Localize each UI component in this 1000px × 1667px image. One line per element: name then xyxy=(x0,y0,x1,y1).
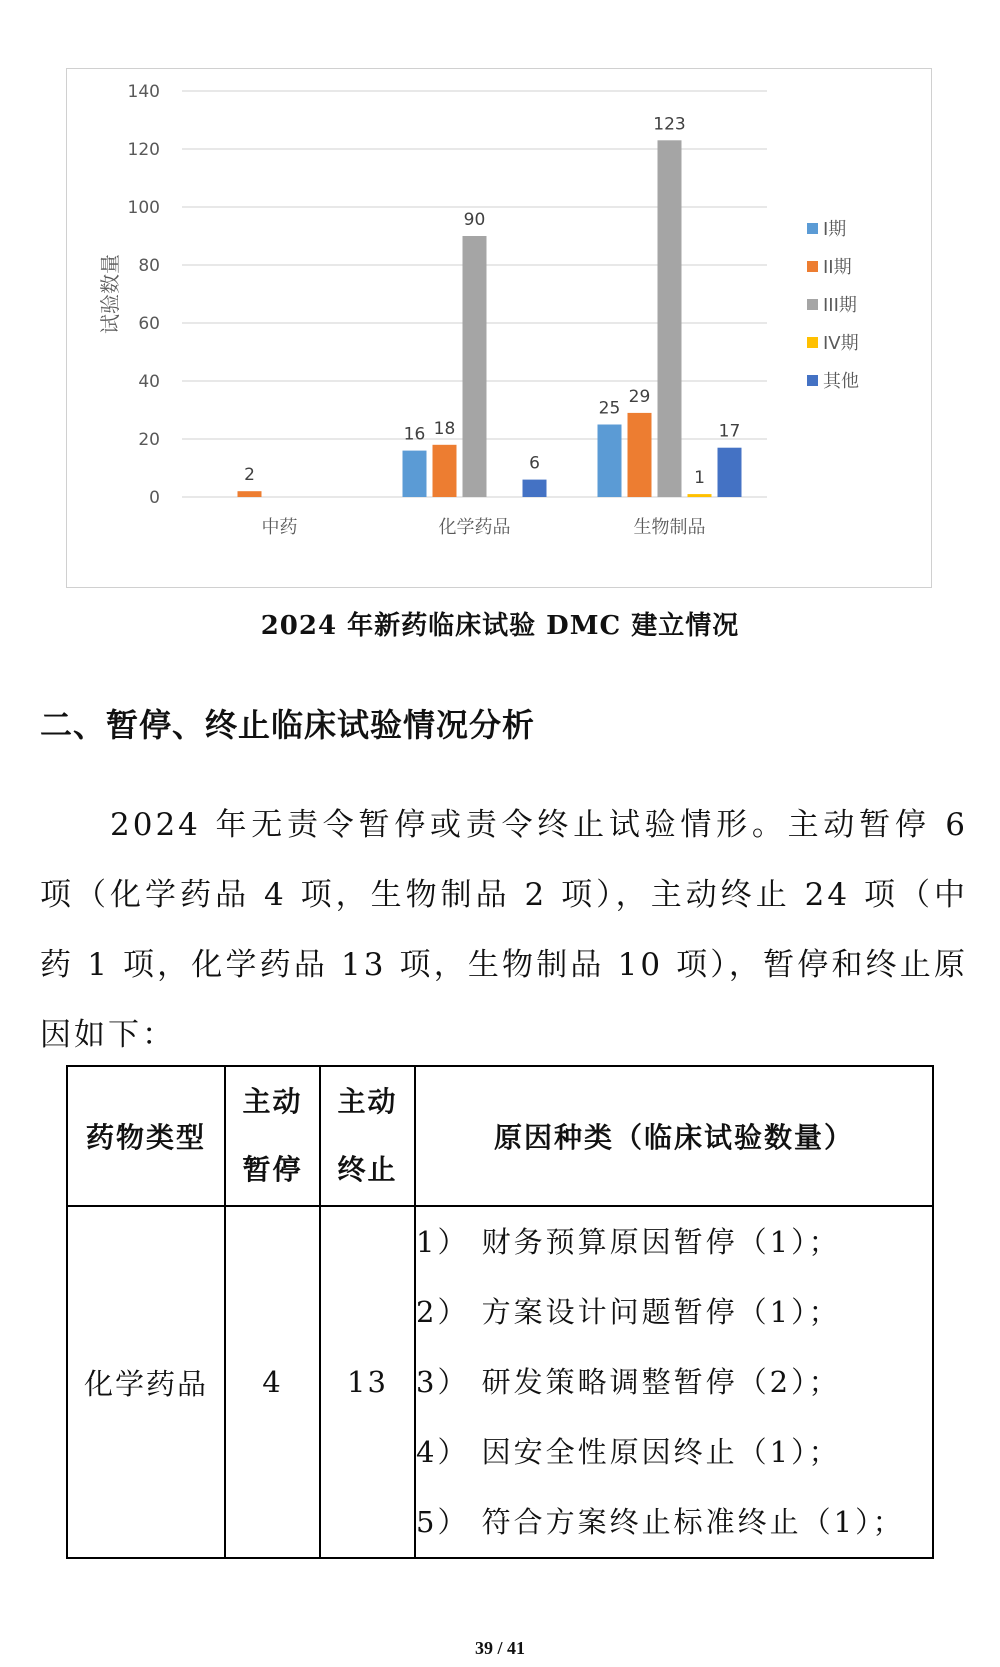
header-drug-type: 药物类型 xyxy=(67,1066,225,1206)
bar xyxy=(628,413,652,497)
data-label: 18 xyxy=(433,418,456,439)
reason-item: 2） 方案设计问题暂停（1）； xyxy=(416,1295,841,1329)
y-axis-label: 试验数量 xyxy=(98,254,122,334)
y-tick-label: 120 xyxy=(127,140,160,160)
reason-item: 1） 财务预算原因暂停（1）； xyxy=(416,1225,841,1259)
header-reason: 原因种类（临床试验数量） xyxy=(415,1066,933,1206)
bar xyxy=(718,448,742,497)
legend-swatch xyxy=(807,375,818,386)
header-terminate-line1: 主动 xyxy=(337,1085,398,1118)
data-label: 17 xyxy=(718,421,741,442)
data-label: 16 xyxy=(403,424,426,445)
y-tick-label: 20 xyxy=(138,430,160,450)
legend-label: III期 xyxy=(823,295,857,316)
x-tick-label: 中药 xyxy=(261,517,298,538)
y-tick-label: 80 xyxy=(138,256,160,276)
y-tick-label: 0 xyxy=(149,488,160,508)
data-label: 2 xyxy=(244,465,255,486)
bar xyxy=(238,491,262,497)
legend-label: IV期 xyxy=(823,333,859,354)
bar xyxy=(403,451,427,497)
header-suspend-line1: 主动 xyxy=(242,1085,303,1118)
legend-label: 其他 xyxy=(823,371,859,392)
x-tick-label: 化学药品 xyxy=(438,517,511,538)
reason-item: 5） 符合方案终止标准终止（1）； xyxy=(416,1505,905,1539)
y-tick-label: 60 xyxy=(138,314,160,334)
data-label: 25 xyxy=(598,398,621,419)
legend-swatch xyxy=(807,299,818,310)
reason-item: 3） 研发策略调整暂停（2）； xyxy=(416,1365,841,1399)
cell-reasons xyxy=(415,1206,933,1558)
bar xyxy=(463,236,487,497)
bar xyxy=(658,140,682,497)
data-label: 6 xyxy=(529,453,540,474)
data-label: 1 xyxy=(694,468,705,489)
bar xyxy=(433,445,457,497)
data-label: 123 xyxy=(653,114,686,135)
chart-caption: 2024 年新药临床试验 DMC 建立情况 xyxy=(260,611,740,641)
legend-swatch xyxy=(807,223,818,234)
x-tick-label: 生物制品 xyxy=(633,517,706,538)
cell-suspended: 4 xyxy=(225,1206,320,1558)
legend-label: II期 xyxy=(823,257,852,278)
bar xyxy=(688,494,712,497)
data-label: 29 xyxy=(628,386,651,407)
header-suspend-line2: 暂停 xyxy=(242,1153,303,1186)
y-tick-label: 40 xyxy=(138,372,160,392)
bar xyxy=(523,480,547,497)
bar-chart xyxy=(66,68,932,588)
header-terminate xyxy=(320,1066,415,1206)
y-tick-label: 100 xyxy=(127,198,160,218)
header-suspend xyxy=(225,1066,320,1206)
legend-swatch xyxy=(807,261,818,272)
legend-swatch xyxy=(807,337,818,348)
reason-item: 4） 因安全性原因终止（1）； xyxy=(416,1435,841,1469)
page-number: 39 / 41 xyxy=(474,1638,525,1658)
y-tick-label: 140 xyxy=(127,82,160,102)
data-label: 90 xyxy=(463,210,486,230)
reason-table xyxy=(66,1065,934,1559)
body-paragraph: 2024 年无责令暂停或责令终止试验情形。主动暂停 6 项（化学药品 4 项，生物制品 2 项），主动终止 24 项（中药 1 项，化学药品 13 项，生物制品 10 项），暂停和终止原因如下： xyxy=(40,807,968,1053)
cell-terminated: 13 xyxy=(320,1206,415,1558)
cell-drug-type: 化学药品 xyxy=(67,1206,225,1558)
table-header-row xyxy=(67,1066,933,1206)
header-terminate-line2: 终止 xyxy=(337,1153,398,1186)
table-row xyxy=(67,1206,933,1558)
legend-label: I期 xyxy=(823,219,847,240)
chart-canvas xyxy=(67,69,933,589)
bar xyxy=(598,425,622,498)
section-heading: 二、暂停、终止临床试验情况分析 xyxy=(40,706,536,744)
